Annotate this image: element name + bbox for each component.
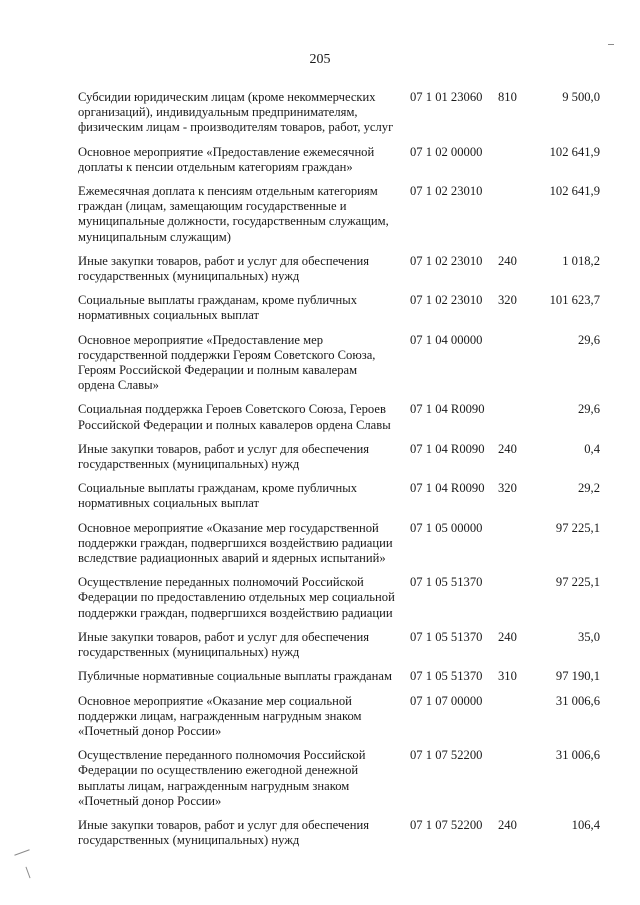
table-row (0, 254, 640, 284)
table-row (0, 184, 640, 245)
row-code: 07 1 04 R0090 (410, 402, 485, 417)
row-amount: 29,6 (577, 402, 600, 417)
table-row (0, 333, 640, 394)
table-row (0, 442, 640, 472)
row-description: Публичные нормативные социальные выплаты гражданам (78, 669, 392, 684)
table-row (0, 669, 640, 684)
row-amount: 106,4 (571, 817, 600, 832)
row-amount: 101 623,7 (549, 293, 600, 308)
row-code: 07 1 02 00000 (410, 144, 483, 159)
row-code: 07 1 05 51370 (410, 669, 483, 684)
row-code: 07 1 04 00000 (410, 332, 483, 347)
row-description: Субсидии юридическим лицам (кроме некоммерческих организаций), индивидуальным предпринимателям, физическим лицам - производителям товаров, работ, услуг (78, 90, 394, 135)
row-type: 240 (498, 817, 517, 832)
row-code: 07 1 04 R0090 (410, 481, 485, 496)
row-amount: 0,4 (584, 441, 600, 456)
row-code: 07 1 04 R0090 (410, 441, 485, 456)
row-description: Ежемесячная доплата к пенсиям отдельным категориям граждан (лицам, замещающим государственные и муниципальные должности, государственным служащим, муниципальным служащим) (78, 184, 389, 244)
row-type: 240 (498, 629, 517, 644)
row-amount: 35,0 (577, 629, 600, 644)
row-amount: 1 018,2 (562, 253, 600, 268)
row-amount: 97 225,1 (555, 520, 600, 535)
table-row (0, 521, 640, 567)
table-row (0, 90, 640, 136)
row-description: Социальная поддержка Героев Советского Союза, Героев Российской Федерации и полных кавалеров ордена Славы (78, 402, 391, 432)
row-code: 07 1 02 23010 (410, 293, 483, 308)
row-amount: 9 500,0 (562, 90, 600, 104)
row-description: Иные закупки товаров, работ и услуг для обеспечения государственных (муниципальных) нужд (78, 441, 370, 472)
row-amount: 31 006,6 (555, 693, 600, 708)
row-code: 07 1 07 00000 (410, 693, 483, 708)
scan-mark (25, 867, 30, 879)
row-code: 07 1 05 51370 (410, 629, 483, 644)
row-amount: 31 006,6 (555, 748, 600, 763)
budget-table (0, 90, 640, 857)
row-type: 240 (498, 253, 517, 268)
row-type: 810 (498, 90, 517, 104)
row-amount: 29,2 (577, 481, 600, 496)
row-amount: 97 225,1 (555, 575, 600, 590)
row-description: Основное мероприятие «Предоставление ежемесячной доплаты к пенсии отдельным категориям граждан» (78, 144, 375, 174)
row-amount: 102 641,9 (549, 184, 600, 199)
row-amount: 97 190,1 (555, 669, 600, 684)
row-type: 320 (498, 481, 517, 496)
table-row (0, 145, 640, 175)
row-code: 07 1 02 23010 (410, 184, 483, 199)
table-row (0, 293, 640, 323)
row-code: 07 1 02 23010 (410, 253, 483, 268)
row-description: Основное мероприятие «Предоставление мер государственной поддержки Героям Советского Союза, Героям Российской Федерации и полным кавалерам ордена Славы» (78, 332, 376, 393)
table-row (0, 818, 640, 848)
table-row (0, 748, 640, 809)
row-description: Осуществление переданного полномочия Российской Федерации по осуществлению ежегодной денежной выплаты лицам, награжденным нагрудным знаком «Почетный донор России» (78, 748, 366, 808)
row-code: 07 1 05 00000 (410, 520, 483, 535)
row-code: 07 1 01 23060 (410, 90, 483, 104)
row-type: 320 (498, 293, 517, 308)
scan-mark (608, 44, 614, 45)
table-row (0, 481, 640, 511)
table-row (0, 694, 640, 740)
row-type: 310 (498, 669, 517, 684)
row-description: Осуществление переданных полномочий Российской Федерации по предоставлению отдельных мер социальной поддержки граждан, подвергшихся воздействию радиации (78, 575, 395, 620)
row-description: Основное мероприятие «Оказание мер социальной поддержки лицам, награжденным нагрудным знаком «Почетный донор России» (78, 693, 362, 738)
row-description: Социальные выплаты гражданам, кроме публичных нормативных социальных выплат (78, 481, 357, 511)
row-description: Основное мероприятие «Оказание мер государственной поддержки граждан, подвергшихся воздействию радиации вследствие радиационных аварий и ядерных испытаний» (78, 520, 393, 566)
page-number: 205 (309, 52, 331, 67)
row-code: 07 1 07 52200 (410, 748, 483, 763)
table-row (0, 630, 640, 660)
row-amount: 102 641,9 (549, 144, 600, 159)
row-description: Иные закупки товаров, работ и услуг для обеспечения государственных (муниципальных) нужд (78, 629, 370, 660)
table-row (0, 402, 640, 432)
row-description: Социальные выплаты гражданам, кроме публичных нормативных социальных выплат (78, 293, 357, 323)
row-amount: 29,6 (577, 332, 600, 347)
row-code: 07 1 05 51370 (410, 575, 483, 590)
row-type: 240 (498, 441, 517, 456)
row-description: Иные закупки товаров, работ и услуг для обеспечения государственных (муниципальных) нужд (78, 253, 370, 284)
table-row (0, 575, 640, 621)
row-description: Иные закупки товаров, работ и услуг для обеспечения государственных (муниципальных) нужд (78, 817, 370, 848)
row-code: 07 1 07 52200 (410, 817, 483, 832)
